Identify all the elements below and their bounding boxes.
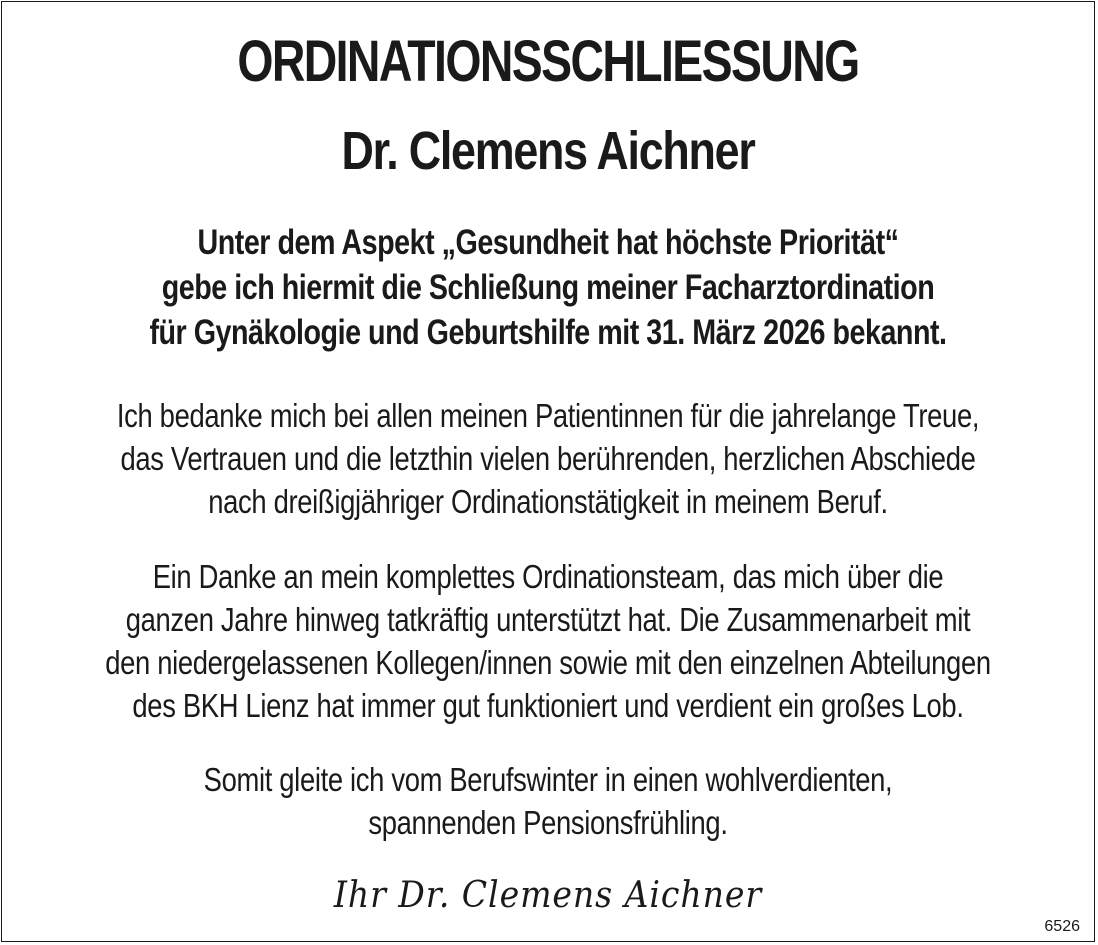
announcement-frame xyxy=(1,1,1095,942)
paragraph-line: spannenden Pensionsfrühling. xyxy=(368,804,728,841)
lead-line: für Gynäkologie und Geburtshilfe mit 31. März 2026 bekannt. xyxy=(149,313,947,352)
paragraph-line: den niedergelassenen Kollegen/innen sowie mit den einzelnen Abteilungen xyxy=(105,644,991,681)
closure-announcement xyxy=(100,220,995,355)
lead-line: gebe ich hiermit die Schließung meiner Facharztordination xyxy=(161,268,935,307)
paragraph-line: das Vertrauen und die letzthin vielen berührenden, herzlichen Abschiede xyxy=(120,440,976,477)
retirement-paragraph xyxy=(95,758,1001,844)
thanks-team-paragraph xyxy=(95,555,1001,727)
paragraph-line: nach dreißigjähriger Ordinationstätigkeit in meinem Beruf. xyxy=(208,483,888,520)
thanks-patients-paragraph xyxy=(95,394,1001,523)
lead-line: Unter dem Aspekt „Gesundheit hat höchste Priorität“ xyxy=(197,223,899,262)
signature: Ihr Dr. Clemens Aichner xyxy=(333,875,763,916)
paragraph-line: des BKH Lienz hat immer gut funktioniert und verdient ein großes Lob. xyxy=(132,687,964,724)
paragraph-line: ganzen Jahre hinweg tatkräftig unterstützt hat. Die Zusammenarbeit mit xyxy=(125,601,971,638)
announcement-title: ORDINATIONSSCHLIESSUNG xyxy=(237,29,859,94)
paragraph-line: Ein Danke an mein komplettes Ordinationsteam, das mich über die xyxy=(152,558,944,595)
doctor-name: Dr. Clemens Aichner xyxy=(341,121,755,181)
paragraph-line: Ich bedanke mich bei allen meinen Patientinnen für die jahrelange Treue, xyxy=(116,397,980,434)
ad-code: 6526 xyxy=(1044,918,1080,935)
paragraph-line: Somit gleite ich vom Berufswinter in einen wohlverdienten, xyxy=(203,761,893,798)
